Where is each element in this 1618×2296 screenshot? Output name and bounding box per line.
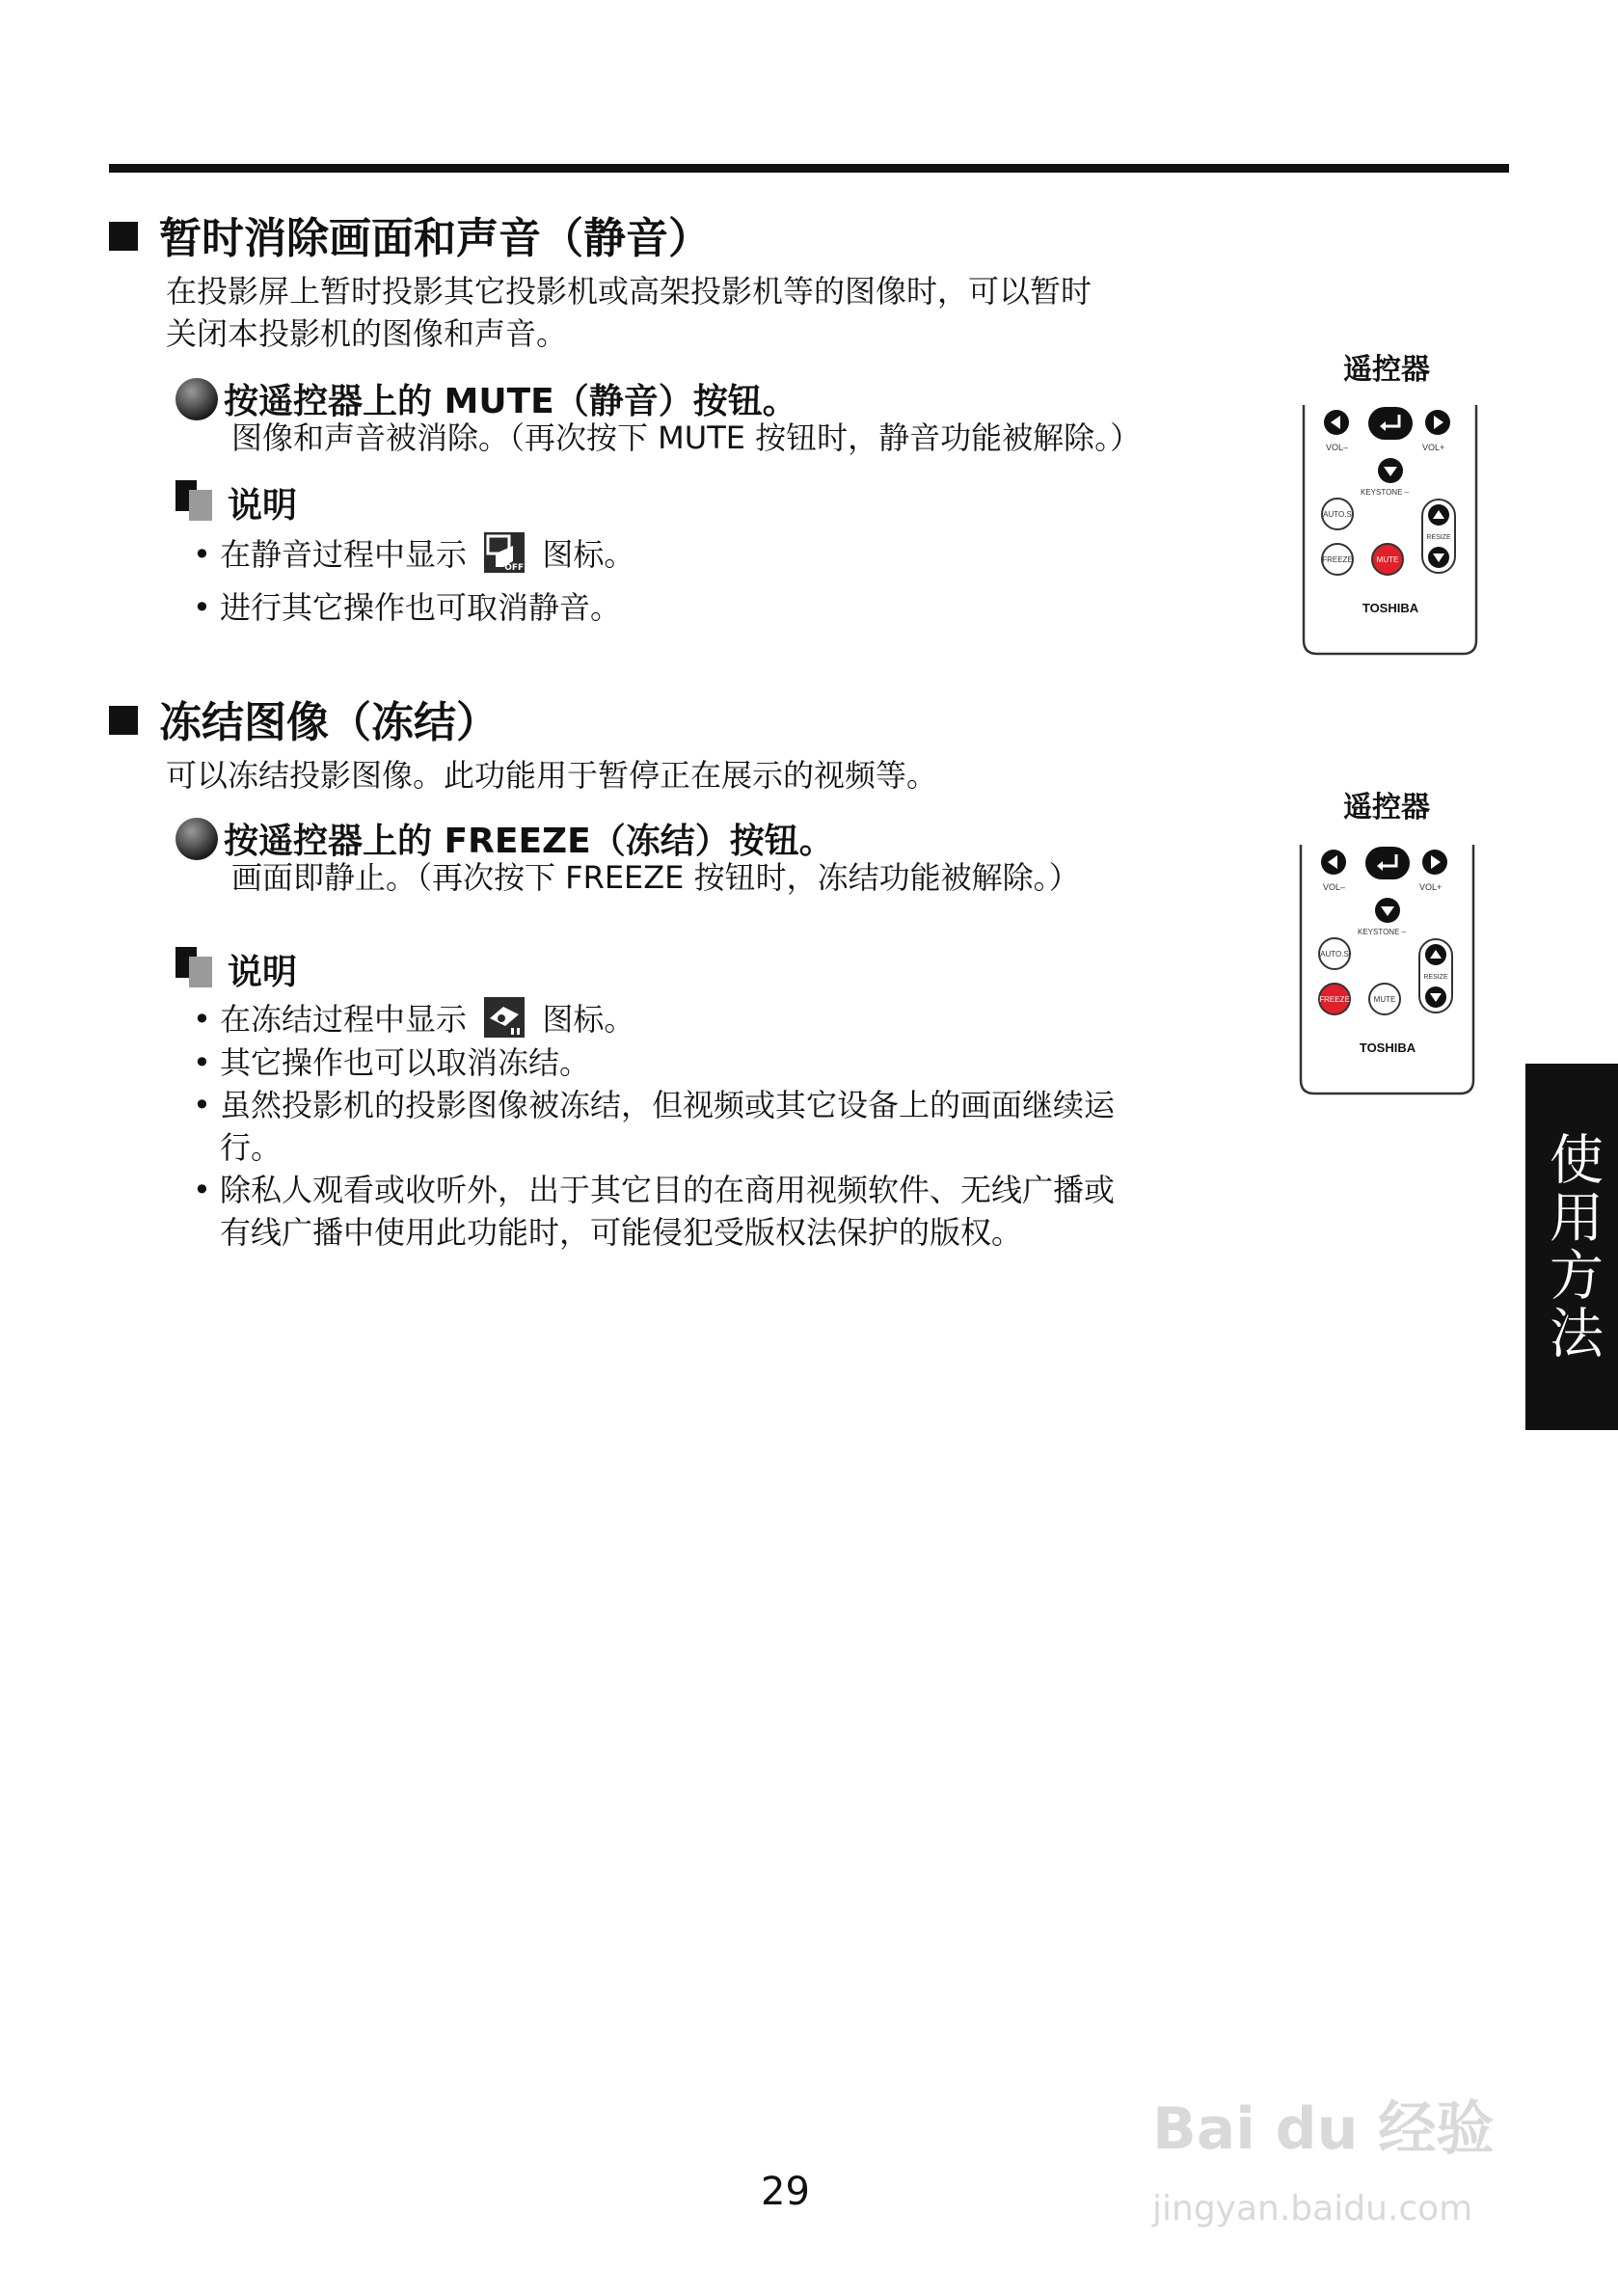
- svg-text:FREEZE: FREEZE: [1319, 995, 1350, 1004]
- svg-text:KEYSTONE –: KEYSTONE –: [1361, 488, 1410, 497]
- mute-note-heading: [175, 480, 297, 524]
- svg-text:VOL–: VOL–: [1326, 443, 1349, 452]
- note-icon: [175, 947, 214, 987]
- svg-text:RESIZE: RESIZE: [1423, 974, 1448, 981]
- freeze-note-1: • 在冻结过程中显示 图标。: [193, 997, 634, 1040]
- note-icon: [175, 480, 214, 521]
- remote-label-2: 遥控器: [1343, 791, 1430, 824]
- section-freeze-heading: [109, 698, 499, 747]
- svg-text:FREEZE: FREEZE: [1322, 555, 1353, 564]
- step-ball-icon: [175, 378, 218, 420]
- freeze-note-2: • 其它操作也可以取消冻结。: [193, 1044, 591, 1081]
- square-bullet-icon: [109, 706, 138, 735]
- section-freeze-title: 冻结图像（冻结）: [159, 698, 499, 747]
- svg-text:AUTO.S: AUTO.S: [1320, 950, 1349, 959]
- step-ball-icon: [175, 818, 218, 860]
- square-bullet-icon: [109, 222, 138, 251]
- section-mute-title: 暂时消除画面和声音（静音）: [159, 214, 711, 263]
- svg-text:TOSHIBA: TOSHIBA: [1359, 1040, 1416, 1055]
- svg-text:MUTE: MUTE: [1376, 555, 1399, 564]
- svg-text:MUTE: MUTE: [1373, 995, 1396, 1004]
- section-mute-desc-line1: 在投影屏上暂时投影其它投影机或高架投影机等的图像时，可以暂时: [166, 273, 1092, 310]
- mute-osd-icon: OFF: [484, 532, 525, 573]
- mute-note-title: 说明: [228, 486, 298, 526]
- side-tab: [1525, 1064, 1618, 1430]
- svg-text:AUTO.S: AUTO.S: [1323, 510, 1352, 519]
- side-tab-label: 使用方法: [1541, 1131, 1604, 1363]
- baidu-watermark: Bai du 经验: [1152, 2095, 1495, 2163]
- mute-note-2: • 进行其它操作也可取消静音。: [193, 589, 622, 626]
- freeze-osd-icon: [484, 997, 525, 1038]
- remote-label-1: 遥控器: [1343, 353, 1430, 387]
- svg-text:VOL+: VOL+: [1419, 882, 1443, 892]
- section-mute-desc-line2: 关闭本投影机的图像和声音。: [166, 315, 568, 352]
- mute-note-1: • 在静音过程中显示 OFF 图标。: [193, 532, 634, 576]
- svg-text:VOL+: VOL+: [1422, 443, 1445, 452]
- svg-text:VOL–: VOL–: [1323, 882, 1346, 892]
- freeze-step-title: 按遥控器上的 FREEZE（冻结）按钮。: [224, 822, 834, 861]
- baidu-watermark-url: jingyan.baidu.com: [1152, 2189, 1473, 2228]
- freeze-note-3: • 虽然投影机的投影图像被冻结，但视频或其它设备上的画面继续运 行。: [193, 1087, 1116, 1166]
- remote-illustration-freeze: [1298, 845, 1477, 1101]
- freeze-step-desc: 画面即静止。（再次按下 FREEZE 按钮时，冻结功能被解除。）: [231, 859, 1080, 896]
- svg-text:TOSHIBA: TOSHIBA: [1362, 601, 1419, 615]
- freeze-note-heading: [175, 947, 297, 990]
- freeze-note-4: • 除私人观看或收听外，出于其它目的在商用视频软件、无线广播或 有线广播中使用此功能时，可能侵犯受版权法保护的版权。: [193, 1172, 1116, 1251]
- svg-text:KEYSTONE –: KEYSTONE –: [1358, 928, 1407, 936]
- svg-text:RESIZE: RESIZE: [1426, 534, 1451, 541]
- top-rule: [109, 164, 1509, 173]
- mute-step-title: 按遥控器上的 MUTE（静音）按钮。: [224, 382, 797, 421]
- section-freeze-desc: 可以冻结投影图像。此功能用于暂停正在展示的视频等。: [166, 757, 938, 794]
- mute-step: [175, 378, 797, 420]
- page-number: 29: [761, 2170, 810, 2214]
- freeze-step: [175, 818, 834, 860]
- freeze-note-title: 说明: [228, 953, 298, 992]
- remote-illustration-mute: [1301, 405, 1480, 662]
- section-mute-heading: [109, 214, 711, 263]
- mute-step-desc: 图像和声音被消除。（再次按下 MUTE 按钮时，静音功能被解除。）: [231, 419, 1142, 456]
